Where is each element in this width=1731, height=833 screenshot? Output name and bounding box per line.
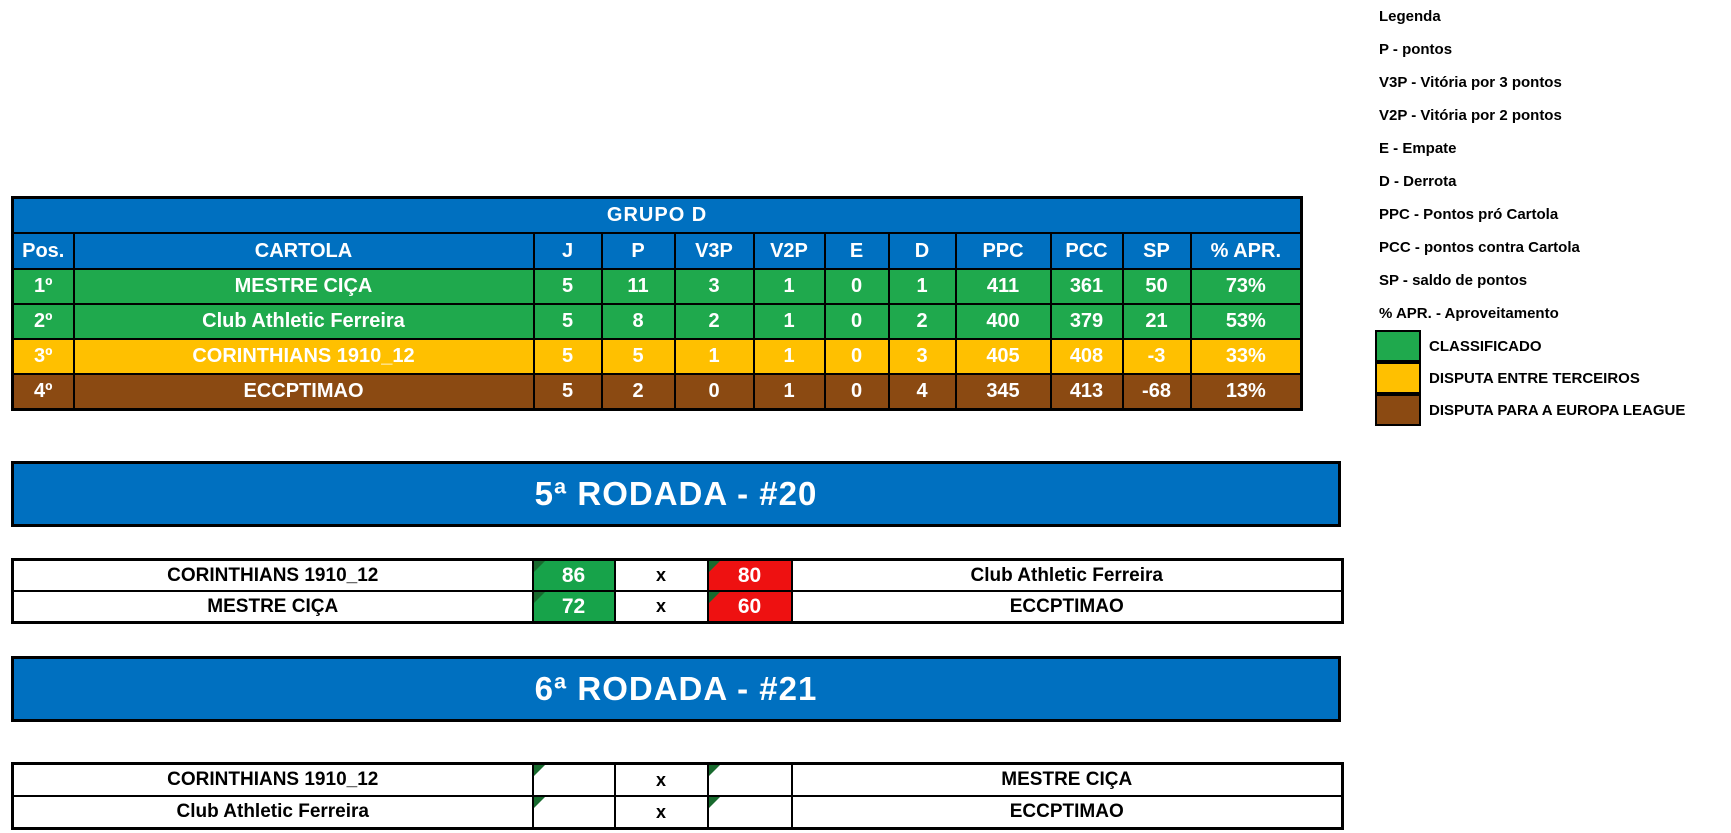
versus-cell: x [615,591,708,623]
legend-swatch-row-classificado [1375,330,1731,362]
home-score-cell: 72 [533,591,615,623]
col-header-e: E [825,233,889,269]
away-score-cell [708,764,792,797]
europa-label: DISPUTA PARA A EUROPA LEAGUE [1429,401,1686,419]
ppc-cell: 345 [956,374,1051,410]
cartola-cell: ECCPTIMAO [74,374,534,410]
pcc-cell: 413 [1051,374,1123,410]
d-cell: 4 [889,374,956,410]
home-score-cell: 86 [533,560,615,592]
legend-swatch-row-terceiros [1375,362,1731,394]
match-row [13,796,1343,829]
position-cell: 4º [13,374,74,410]
v2p-cell: 1 [754,339,825,374]
legend-item-sp: SP - saldo de pontos [1379,272,1528,289]
j-cell: 5 [534,374,602,410]
away-score-cell [708,796,792,829]
round5-matches-table [11,558,1344,624]
home-score-cell [533,796,615,829]
versus-cell: x [615,764,708,797]
col-header-v2p: V2P [754,233,825,269]
versus-cell: x [615,560,708,592]
col-header-pos: Pos. [13,233,74,269]
col-header-p: P [602,233,675,269]
legend-item-pcc: PCC - pontos contra Cartola [1379,239,1580,256]
v3p-cell: 3 [675,269,754,304]
pcc-cell: 379 [1051,304,1123,339]
col-header-apr: % APR. [1191,233,1302,269]
home-team-cell: CORINTHIANS 1910_12 [13,764,533,797]
legend-item-v2p: V2P - Vitória por 2 pontos [1379,107,1562,124]
e-cell: 0 [825,304,889,339]
v3p-cell: 0 [675,374,754,410]
versus-cell: x [615,796,708,829]
d-cell: 1 [889,269,956,304]
apr-cell: 33% [1191,339,1302,374]
e-cell: 0 [825,339,889,374]
apr-cell: 13% [1191,374,1302,410]
away-score-cell: 60 [708,591,792,623]
ppc-cell: 411 [956,269,1051,304]
round5-banner [11,461,1341,527]
round6-banner [11,656,1341,722]
col-header-sp: SP [1123,233,1191,269]
sp-cell: 21 [1123,304,1191,339]
away-team-cell: ECCPTIMAO [792,796,1343,829]
j-cell: 5 [534,339,602,374]
home-team-cell: CORINTHIANS 1910_12 [13,560,533,592]
ppc-cell: 400 [956,304,1051,339]
away-team-cell: Club Athletic Ferreira [792,560,1343,592]
j-cell: 5 [534,269,602,304]
legend-swatch-row-europa [1375,394,1731,426]
p-cell: 8 [602,304,675,339]
position-cell: 3º [13,339,74,374]
apr-cell: 53% [1191,304,1302,339]
v2p-cell: 1 [754,304,825,339]
d-cell: 2 [889,304,956,339]
away-team-cell: MESTRE CIÇA [792,764,1343,797]
away-score-cell: 80 [708,560,792,592]
cartola-cell: Club Athletic Ferreira [74,304,534,339]
classificado-color-swatch [1375,330,1421,362]
position-cell: 2º [13,304,74,339]
sp-cell: -3 [1123,339,1191,374]
col-header-pcc: PCC [1051,233,1123,269]
standings-row-3 [13,339,1302,374]
classificado-label: CLASSIFICADO [1429,337,1542,355]
sp-cell: -68 [1123,374,1191,410]
legend-item-ppc: PPC - Pontos pró Cartola [1379,206,1559,223]
terceiros-color-swatch [1375,362,1421,394]
col-header-d: D [889,233,956,269]
europa-color-swatch [1375,394,1421,426]
legend-item-v3p: V3P - Vitória por 3 pontos [1379,74,1562,91]
legend-item-p: P - pontos [1379,41,1453,58]
round6-title: 6ª RODADA - #21 [534,670,818,707]
col-header-v3p: V3P [675,233,754,269]
v2p-cell: 1 [754,269,825,304]
home-team-cell: MESTRE CIÇA [13,591,533,623]
p-cell: 2 [602,374,675,410]
sp-cell: 50 [1123,269,1191,304]
round5-title: 5ª RODADA - #20 [534,475,818,512]
d-cell: 3 [889,339,956,374]
group-standings-table [11,196,1303,411]
v3p-cell: 2 [675,304,754,339]
group-title: GRUPO D [13,198,1302,234]
standings-row-2 [13,304,1302,339]
away-team-cell: ECCPTIMAO [792,591,1343,623]
legend [1375,0,1731,426]
home-score-cell [533,764,615,797]
group-title-row [13,198,1302,234]
match-row [13,560,1343,592]
p-cell: 5 [602,339,675,374]
col-header-ppc: PPC [956,233,1051,269]
legend-item-apr: % APR. - Aproveitamento [1379,305,1559,322]
legend-title: Legenda [1379,8,1441,25]
standings-row-4 [13,374,1302,410]
column-header-row [13,233,1302,269]
terceiros-label: DISPUTA ENTRE TERCEIROS [1429,369,1640,387]
j-cell: 5 [534,304,602,339]
cartola-cell: CORINTHIANS 1910_12 [74,339,534,374]
standings-row-1 [13,269,1302,304]
ppc-cell: 405 [956,339,1051,374]
pcc-cell: 361 [1051,269,1123,304]
position-cell: 1º [13,269,74,304]
e-cell: 0 [825,269,889,304]
apr-cell: 73% [1191,269,1302,304]
legend-item-e: E - Empate [1379,140,1457,157]
p-cell: 11 [602,269,675,304]
cartola-cell: MESTRE CIÇA [74,269,534,304]
v3p-cell: 1 [675,339,754,374]
pcc-cell: 408 [1051,339,1123,374]
home-team-cell: Club Athletic Ferreira [13,796,533,829]
v2p-cell: 1 [754,374,825,410]
match-row [13,591,1343,623]
e-cell: 0 [825,374,889,410]
col-header-cartola: CARTOLA [74,233,534,269]
match-row [13,764,1343,797]
col-header-j: J [534,233,602,269]
legend-item-d: D - Derrota [1379,173,1457,190]
round6-matches-table [11,762,1344,830]
